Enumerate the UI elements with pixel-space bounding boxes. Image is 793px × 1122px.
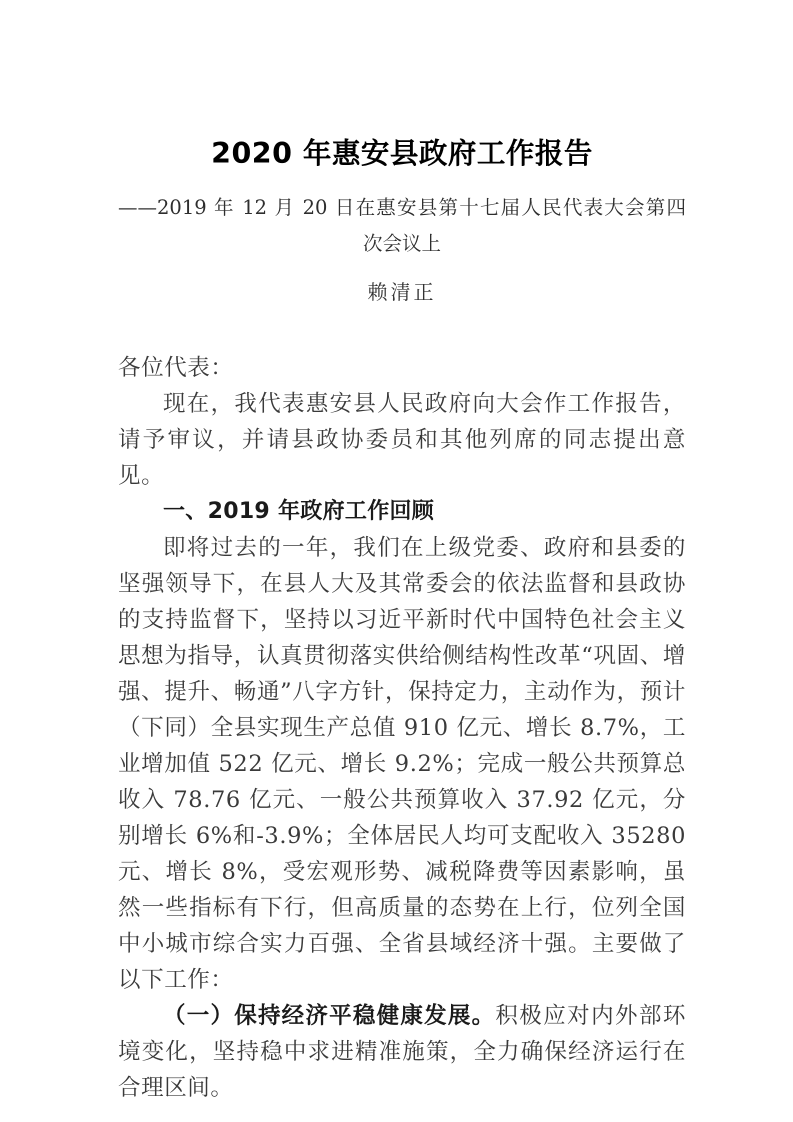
section-heading-2019-review: 一、2019 年政府工作回顾 <box>163 499 435 524</box>
paragraph-2019-review: 即将过去的一年，我们在上级党委、政府和县委的坚强领导下，在县人大及其常委会的依法监督和县政协的支持监督下，坚持以习近平新时代中国特色社会主义思想为指导，认真贯彻落实供给侧结构性改革“巩固、增强、提升、畅通”八字方针，保持定力，主动作为，预计（下同）全县实现生产总值 910 亿元、增长 8.7%，工业增加值 522 亿元、增长 9.2%；完成一般公共预算总收入 78.76 亿元、一般公共预算收入 37.92 亿元，分别增长 6%和-3.9%；全体居民人均可支配收入 35280 元、增长 8%，受宏观形势、减税降费等因素影响，虽然一些指标有下行，但高质量的态势在上行，位列全国中小城市综合实力百强、全省县域经济十强。主要做了以下工作： <box>118 535 686 993</box>
document-body <box>118 350 686 1106</box>
page-content <box>118 0 686 1106</box>
subtitle-line-1: ——2019 年 12 月 20 日在惠安县第十七届人民代表大会第四 <box>118 196 686 219</box>
author-name: 赖清正 <box>367 280 437 304</box>
subsection-1-heading: （一）保持经济平稳健康发展。 <box>163 1003 496 1029</box>
paragraph-opening: 现在，我代表惠安县人民政府向大会作工作报告，请予审议，并请县政协委员和其他列席的同志提出意见。 <box>118 391 686 489</box>
document-title: 2020 年惠安县政府工作报告 <box>211 137 593 170</box>
document-subtitle <box>118 190 686 262</box>
subtitle-line-2: 次会议上 <box>362 232 441 255</box>
salutation: 各位代表： <box>118 355 234 381</box>
subsection-economic-development <box>118 998 686 1106</box>
subsection-1-text: 积极应对内外部环境变化，坚持稳中求进精准施策，全力确保经济运行在合理区间。 <box>118 1003 686 1101</box>
